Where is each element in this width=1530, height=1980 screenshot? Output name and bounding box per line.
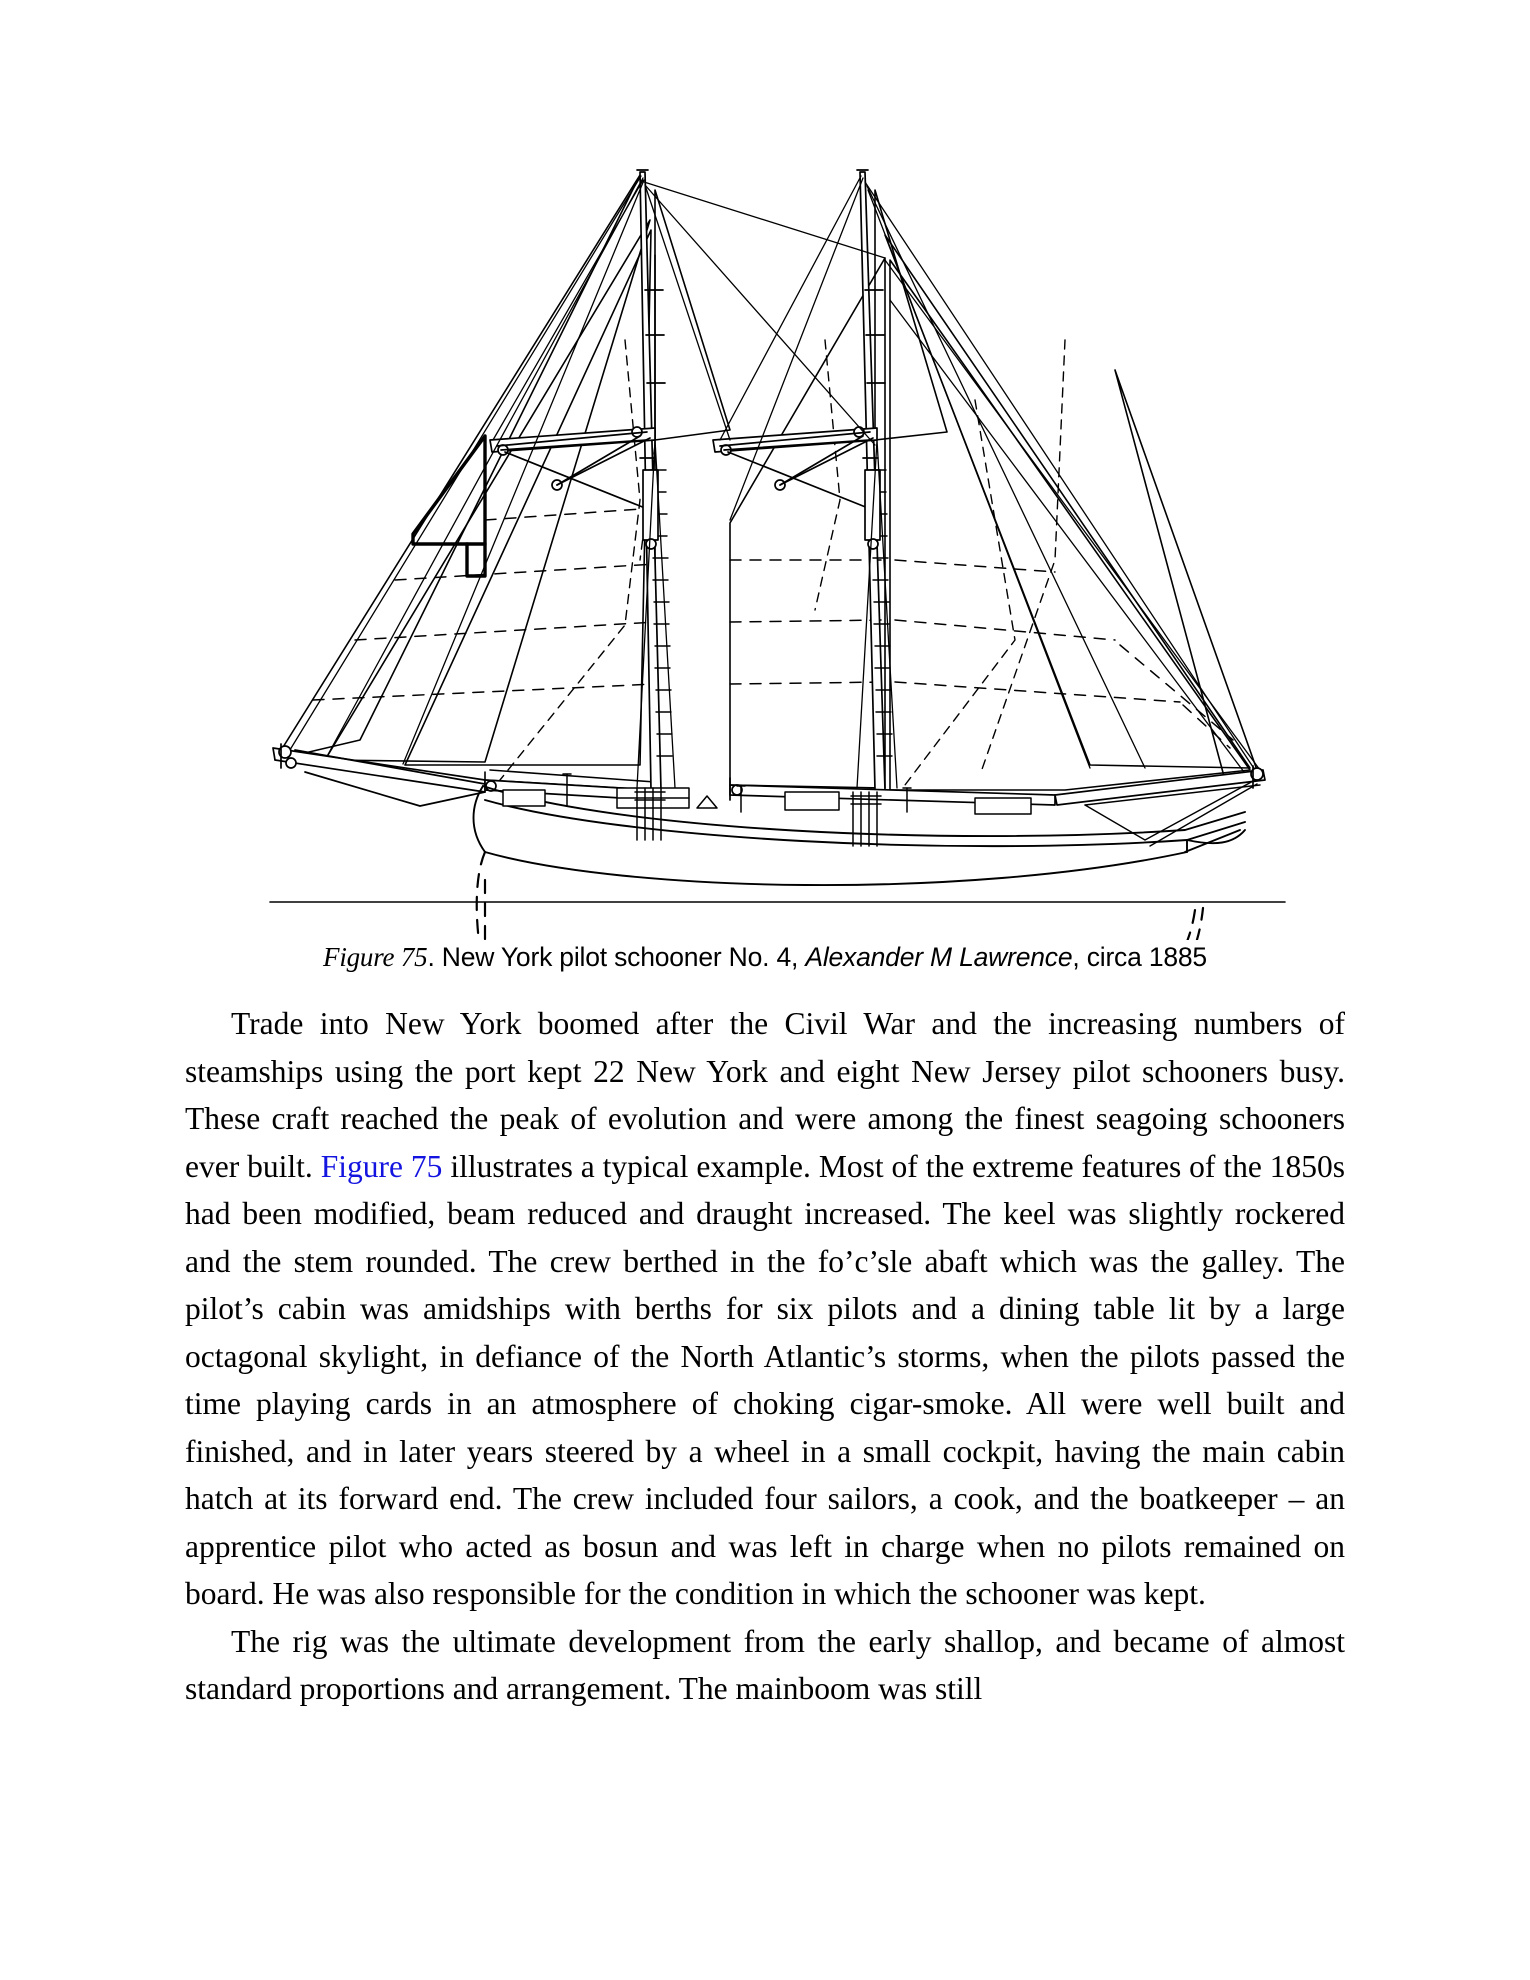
fore-gaff (640, 458, 658, 549)
fore-gaff-topsail (655, 190, 730, 440)
body-text (185, 1000, 1345, 1713)
underwater-hull-profile (477, 852, 1203, 940)
standing-rigging (285, 176, 1260, 788)
bowsprit (273, 744, 485, 806)
figure-number: Figure 75 (323, 942, 428, 972)
figure-75-block (185, 140, 1345, 940)
dashed-rigging (500, 340, 1065, 785)
paragraph-1 (185, 1000, 1345, 1618)
ship-profile-drawing (185, 140, 1345, 940)
main-crosstrees (713, 427, 877, 508)
paragraph-1-part-1: Trade into New York boomed after the Civil War and the increasing numbers of steamships using the port kept 22 New York and eight New Jersey pilot schooners busy. These craft reached the peak of evolution and were among the finest seagoing schooners ever built. (185, 1006, 1345, 1184)
figure-caption-separator: . (427, 942, 442, 972)
figure-75-link[interactable]: Figure 75 (320, 1148, 443, 1184)
figure-caption-text-after: , circa 1885 (1072, 942, 1207, 972)
paragraph-2: The rig was the ultimate development from the early shallop, and became of almost standard proportions and arrangement. The mainboom was still (185, 1623, 1345, 1706)
paragraph-1-part-2: illustrates a typical example. Most of the extreme features of the 1850s had been modified, beam reduced and draught increased. The keel was slightly rockered and the stem rounded. The crew berthed in the fo’c’sle abaft which was the galley. The pilot’s cabin was amidships with berths for six pilots and a dining table lit by a large octagonal skylight, in defiance of the North Atlantic’s storms, when the pilots passed the time playing cards in an atmosphere of choking cigar-smoke. All were well built and finished, and in later years steered by a wheel in a small cockpit, having the main cabin hatch at its forward end. The crew included four sailors, a cook, and the boatkeeper – an apprentice pilot who acted as bosun and was left in charge when no pilots remained on board. He was also responsible for the condition in which the schooner was kept. (185, 1148, 1345, 1611)
fore-crosstrees (490, 427, 655, 508)
figure-caption-ship-name: Alexander M Lawrence (805, 942, 1073, 972)
figure-caption (185, 942, 1345, 974)
hull (474, 786, 1246, 885)
figure-caption-text-before: New York pilot schooner No. 4, (441, 942, 806, 972)
main-topmast-staysail (885, 235, 1250, 768)
foresail (485, 255, 655, 790)
main-chainplates (851, 792, 881, 846)
aft-head-sail (1115, 370, 1257, 780)
